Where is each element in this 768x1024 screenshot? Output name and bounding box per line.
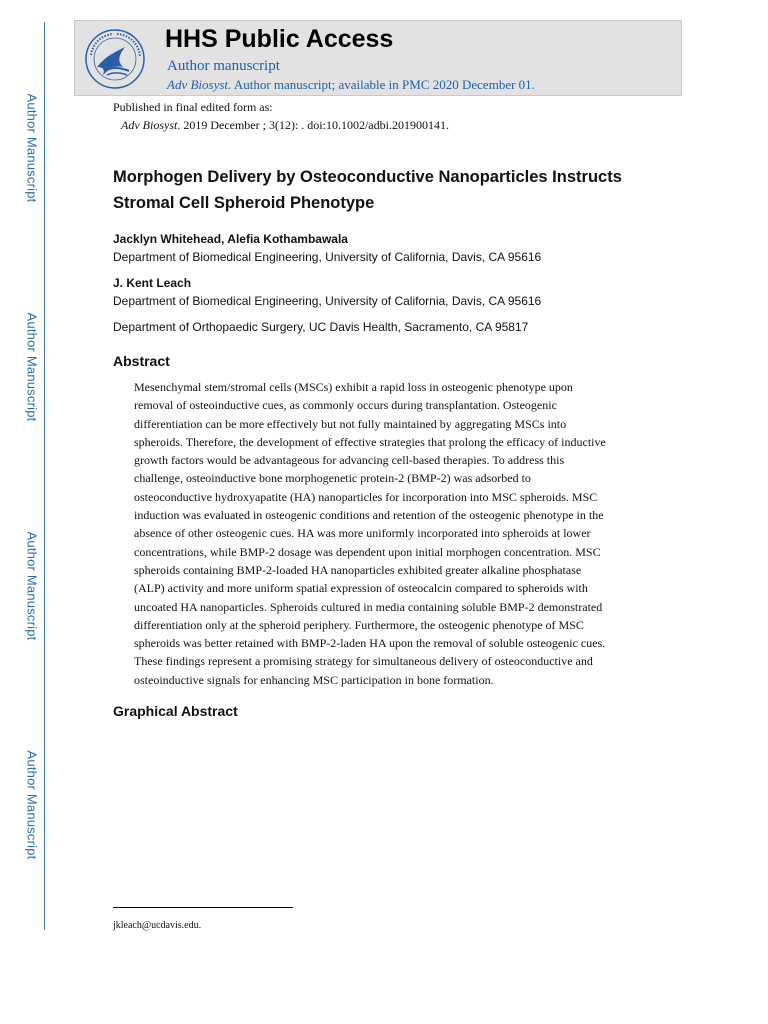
- abstract-heading: Abstract: [113, 353, 170, 369]
- publication-intro: Published in final edited form as:: [113, 100, 273, 114]
- footnote-email[interactable]: jkleach@ucdavis.edu.: [113, 920, 202, 931]
- author-affiliation: Department of Biomedical Engineering, University of California, Davis, CA 95616: [113, 294, 542, 308]
- banner-title: HHS Public Access: [165, 25, 394, 53]
- publication-info: [113, 100, 449, 133]
- banner-availability-text: Author manuscript; available in PMC 2020 December 01.: [233, 77, 535, 92]
- abstract-line: growth factors would be advantageous for advancing cell-based therapies. To address this: [134, 453, 565, 468]
- publication-citation-text: . 2019 December ; 3(12): . doi:10.1002/adbi.201900141.: [177, 118, 449, 132]
- abstract-line: removal of osteoinductive cues, as commonly occurs during transplantation. Osteogenic: [134, 398, 557, 413]
- paper-title: Morphogen Delivery by Osteoconductive Nanoparticles Instructs Stromal Cell Spheroid Phenotype: [113, 168, 622, 212]
- abstract-line: (ALP) activity and more uniform spatial expression of osteocalcin compared to spheroids with: [134, 581, 588, 596]
- banner-journal[interactable]: Adv Biosyst.: [167, 77, 232, 92]
- author-affiliation: Department of Orthopaedic Surgery, UC Davis Health, Sacramento, CA 95817: [113, 320, 529, 334]
- abstract-line: These findings represent a promising strategy for simultaneous delivery of osteoconductive and: [134, 654, 593, 669]
- abstract-line: uncoated HA nanoparticles. Spheroids cultured in media containing soluble BMP-2 demonstrated: [134, 599, 603, 614]
- banner-subtitle: Author manuscript: [167, 58, 280, 74]
- author-name[interactable]: Alefia Kothambawala: [227, 232, 348, 246]
- abstract-line: osteoinductive signals for enhancing MSC participation in bone formation.: [134, 672, 494, 687]
- abstract-line: spheroids. Therefore, the development of effective strategies that prolong the efficacy of inductive: [134, 434, 606, 449]
- abstract-body: [134, 378, 632, 689]
- hhs-eagle-seal-icon: [83, 27, 147, 91]
- graphical-abstract-heading: Graphical Abstract: [113, 703, 238, 719]
- author-separator: ,: [221, 232, 228, 246]
- hhs-public-access-banner: [74, 20, 682, 96]
- publication-citation: [121, 118, 449, 133]
- abstract-line: absence of other osteogenic cues. HA was more uniformly incorporated into spheroids at lower: [134, 526, 591, 541]
- abstract-line: differentiation only at the spheroid periphery. Furthermore, the osteogenic phenotype of MSC: [134, 617, 584, 632]
- abstract-line: induction was evaluated in osteogenic conditions and retention of the osteogenic phenotype in the: [134, 508, 604, 523]
- margin-rule: [44, 22, 45, 930]
- author-name[interactable]: J. Kent Leach: [113, 276, 192, 290]
- abstract-line: differentiation can be more effectively but not fully maintained by aggregating MSCs into: [134, 416, 567, 431]
- banner-availability: [167, 77, 535, 93]
- abstract-line: challenge, osteoinductive bone morphogenetic protein-2 (BMP-2) was adsorbed to: [134, 471, 531, 486]
- abstract-line: Mesenchymal stem/stromal cells (MSCs) exhibit a rapid loss in osteogenic phenotype upon: [134, 380, 573, 394]
- footnote-divider: [113, 907, 293, 908]
- author-group-2: [113, 276, 191, 290]
- abstract-line: spheroids containing BMP-2-loaded HA nanoparticles exhibited greater alkaline phosphatase: [134, 562, 582, 577]
- abstract-line: osteoconductive hydroxyapatite (HA) nanoparticles for incorporation into MSC spheroids. MSC: [134, 489, 598, 504]
- abstract-line: spheroids was better retained with BMP-2-laden HA upon the removal of soluble osteogenic cues.: [134, 636, 606, 651]
- abstract-line: concentrations, while BMP-2 dosage was dependent upon initial morphogen concentration. MSC: [134, 544, 601, 559]
- publication-journal: Adv Biosyst: [121, 118, 178, 132]
- author-affiliation: Department of Biomedical Engineering, University of California, Davis, CA 95616: [113, 250, 542, 264]
- author-name[interactable]: Jacklyn Whitehead: [113, 232, 222, 246]
- author-group-1: [113, 232, 348, 246]
